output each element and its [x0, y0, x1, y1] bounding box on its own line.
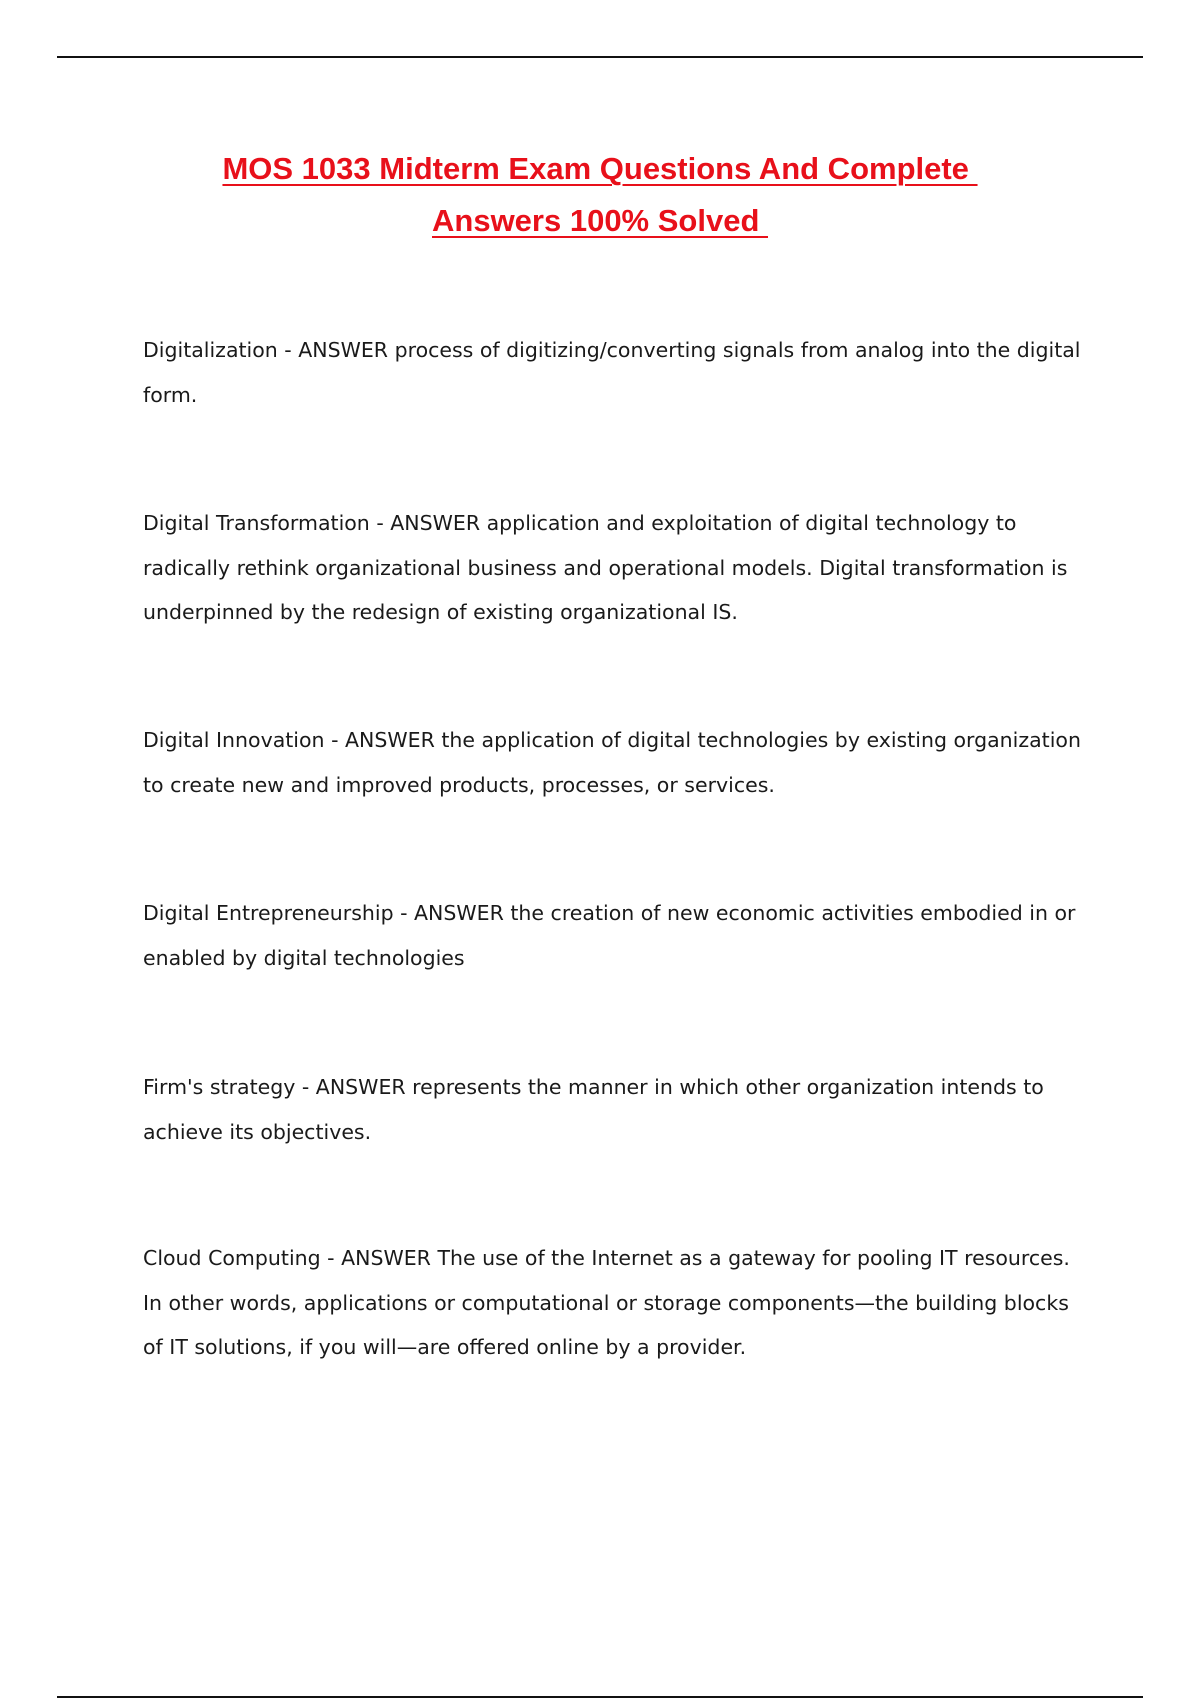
qa-entry-digital-innovation	[143, 718, 1093, 807]
qa-term: Digital Transformation	[143, 511, 370, 535]
qa-separator: - ANSWER	[324, 728, 442, 752]
qa-separator: - ANSWER	[393, 901, 511, 925]
qa-definition: represents the manner in which other organization intends to achieve its objectives.	[143, 1075, 1044, 1144]
document-title-line-2: Answers 100% Solved	[432, 203, 768, 238]
document-title	[100, 143, 1100, 247]
qa-term: Digital Innovation	[143, 728, 325, 752]
qa-entry-digital-transformation	[143, 501, 1093, 635]
qa-separator: - ANSWER	[295, 1075, 413, 1099]
qa-definition: The use of the Internet as a gateway for pooling IT resources. In other words, applications or computational or storage components—the building blocks of IT solutions, if you will—are offered online by a provider.	[143, 1246, 1070, 1359]
document-title-line-1: MOS 1033 Midterm Exam Questions And Complete	[222, 151, 978, 186]
bottom-rule	[57, 1696, 1143, 1698]
qa-term: Digital Entrepreneurship	[143, 901, 394, 925]
qa-definition: application and exploitation of digital technology to radically rethink organizational business and operational models. Digital transformation is underpinned by the redesign of existing organizational IS.	[143, 511, 1068, 624]
qa-definition: the application of digital technologies by existing organization to create new and improved products, processes, or services.	[143, 728, 1081, 797]
top-rule	[57, 56, 1143, 58]
qa-term: Firm's strategy	[143, 1075, 296, 1099]
qa-definition: process of digitizing/converting signals from analog into the digital form.	[143, 338, 1081, 407]
qa-term: Cloud Computing	[143, 1246, 321, 1270]
qa-separator: - ANSWER	[320, 1246, 438, 1270]
qa-separator: - ANSWER	[277, 338, 395, 362]
qa-separator: - ANSWER	[369, 511, 487, 535]
qa-entry-digitalization	[143, 328, 1093, 417]
qa-entry-digital-entrepreneurship	[143, 891, 1093, 980]
qa-entry-cloud-computing	[143, 1236, 1093, 1370]
qa-entry-firms-strategy	[143, 1065, 1093, 1154]
qa-term: Digitalization	[143, 338, 278, 362]
qa-definition: the creation of new economic activities embodied in or enabled by digital technologies	[143, 901, 1076, 970]
